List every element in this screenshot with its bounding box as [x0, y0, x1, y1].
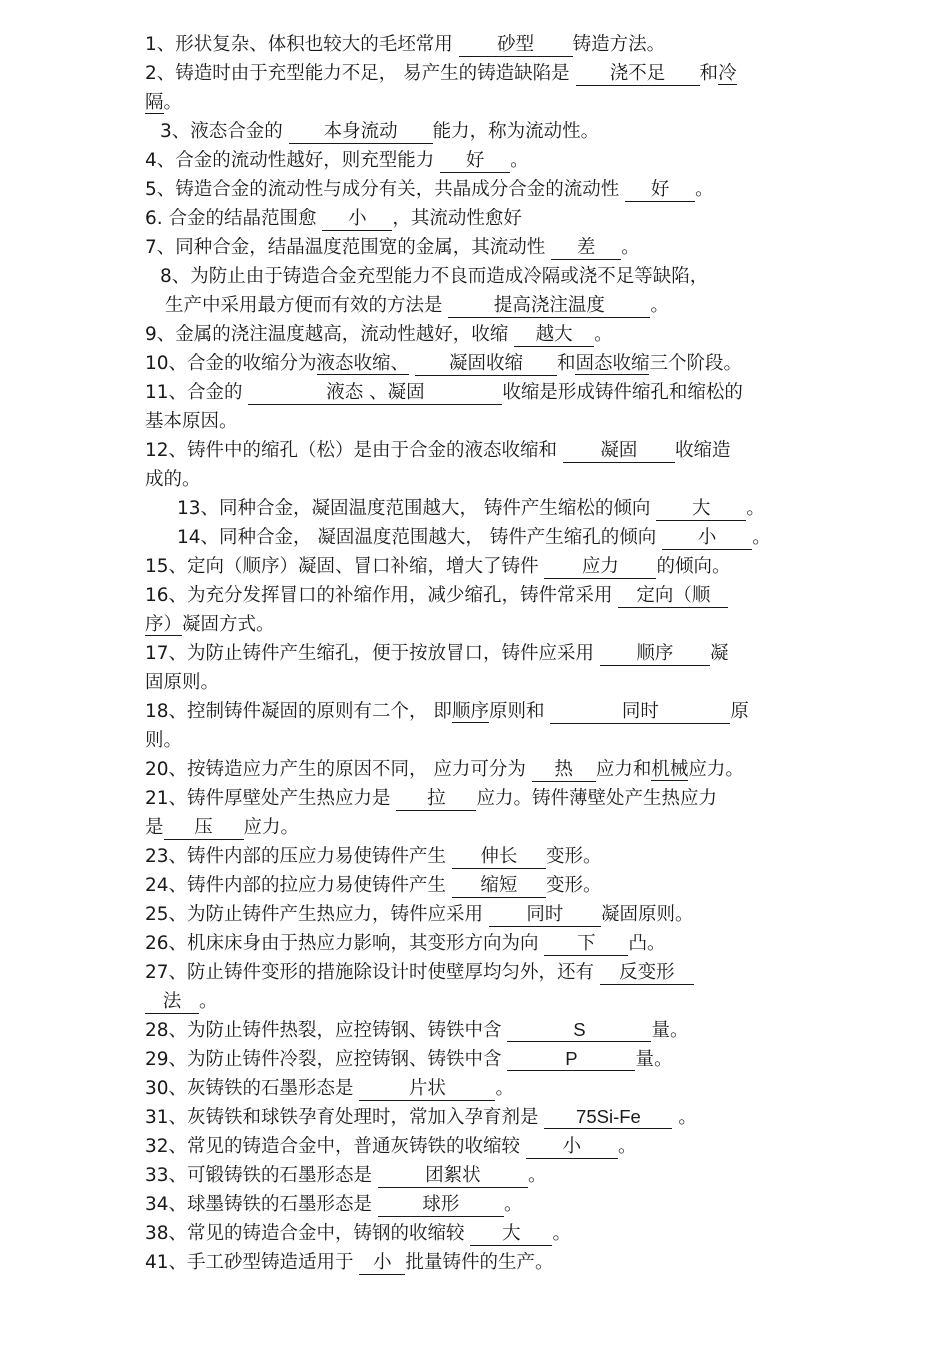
question-text: 8、为防止由于铸造合金充型能力不良而造成冷隔或浇不足等缺陷， — [160, 266, 709, 287]
document-page — [0, 30, 950, 1277]
question-text: ，其流动性愈好 — [392, 208, 522, 229]
question-line — [145, 1016, 810, 1045]
question-text: 收缩造 — [674, 440, 731, 461]
question-text: 34、球墨铸铁的石墨形态是 — [145, 1194, 378, 1215]
answer-blank: 大 — [470, 1223, 552, 1246]
question-text: 。 — [552, 1223, 571, 1244]
answer-blank: 缩短 — [452, 875, 546, 898]
question-text: 凝固方式。 — [182, 614, 275, 635]
question-line — [165, 291, 830, 320]
question-line-continued — [145, 668, 810, 697]
answer-blank: 提高浇注温度 — [448, 295, 650, 318]
answer-blank: 顺序 — [600, 643, 710, 666]
answer-blank: 越大 — [514, 324, 594, 347]
question-line — [145, 320, 810, 349]
question-line — [145, 871, 810, 900]
question-line-continued — [145, 610, 810, 639]
answer-blank: 砂型 — [459, 34, 573, 57]
question-text: 29、为防止铸件冷裂，应控铸钢、铸铁中含 — [145, 1049, 508, 1070]
question-text: 7、同种合金，结晶温度范围宽的金属，其流动性 — [145, 237, 552, 258]
answer-blank: 大 — [656, 498, 746, 521]
question-text: 量。 — [635, 1049, 673, 1070]
question-text: 。 — [594, 324, 613, 345]
question-line — [145, 552, 810, 581]
question-text: 9、金属的浇注温度越高，流动性越好，收缩 — [145, 324, 515, 345]
answer-blank: 凝固 — [563, 440, 675, 463]
question-text: 20、按铸造应力产生的原因不同， 应力可分为 — [145, 759, 532, 780]
question-text: 17、为防止铸件产生缩孔，便于按放冒口，铸件应采用 — [145, 643, 600, 664]
question-text: 。 — [495, 1078, 514, 1099]
answer-blank: 小 — [662, 527, 752, 550]
answer-blank: 好 — [440, 150, 510, 173]
question-text: 变形。 — [545, 875, 602, 896]
question-text: 12、铸件中的缩孔（松）是由于合金的液态收缩和 — [145, 440, 563, 461]
question-line — [160, 262, 825, 291]
question-text: 应力和 — [595, 759, 652, 780]
answer-blank: 液态 、凝固 — [248, 382, 502, 405]
question-text: 。 — [199, 991, 218, 1012]
question-text: 11、合金的 — [145, 382, 249, 403]
question-text: 。 — [621, 237, 640, 258]
question-line-continued — [145, 465, 810, 494]
question-text: 固原则。 — [145, 672, 220, 693]
question-line — [145, 1132, 810, 1161]
question-line — [145, 1248, 810, 1277]
answer-blank: 差 — [551, 237, 621, 260]
underlined-answer: 机械 — [651, 759, 689, 780]
question-line-continued — [145, 407, 810, 436]
question-text: 10、合金的收缩分为 — [145, 353, 317, 374]
question-text: 生产中采用最方便而有效的方法是 — [165, 295, 449, 316]
question-line — [177, 494, 842, 523]
question-line — [145, 581, 810, 610]
answer-blank: 压 — [164, 817, 244, 840]
question-line — [145, 30, 810, 59]
question-text: 原 — [730, 701, 749, 722]
question-line — [145, 784, 810, 813]
question-text: 。 — [510, 150, 529, 171]
answer-blank: 凝固收缩 — [415, 353, 557, 376]
question-text: 3、液态合金的 — [160, 121, 289, 142]
question-text: 。 — [617, 1136, 637, 1157]
question-line — [145, 755, 810, 784]
question-line — [145, 697, 810, 726]
question-text: 基本原因。 — [145, 411, 238, 432]
question-line — [145, 900, 810, 929]
question-line — [145, 639, 810, 668]
question-text: 。 — [672, 1107, 697, 1128]
question-text: 4、合金的流动性越好，则充型能力 — [145, 150, 441, 171]
question-text: 32、常见的铸造合金中，普通灰铸铁的收缩较 — [145, 1136, 526, 1157]
question-line — [145, 204, 810, 233]
question-text: 24、铸件内部的拉应力易使铸件产生 — [145, 875, 452, 896]
question-text: 14、同种合金， 凝固温度范围越大， 铸件产生缩孔的倾向 — [177, 527, 663, 548]
question-line-continued — [145, 987, 810, 1016]
question-line-continued — [145, 726, 810, 755]
answer-blank: 热 — [532, 759, 596, 782]
answer-blank: 浇不足 — [576, 63, 700, 86]
answer-blank: 75Si-Fe — [544, 1106, 672, 1129]
answer-blank: S — [507, 1019, 651, 1042]
question-line — [145, 233, 810, 262]
answer-blank: 应力 — [544, 556, 656, 579]
question-text: 13、同种合金，凝固温度范围越大， 铸件产生缩松的倾向 — [177, 498, 657, 519]
question-line — [145, 378, 810, 407]
question-line — [145, 958, 810, 987]
question-text: 是 — [145, 817, 164, 838]
question-text: 批量铸件的生产。 — [405, 1252, 554, 1273]
question-text: 23、铸件内部的压应力易使铸件产生 — [145, 846, 452, 867]
question-line — [145, 1103, 810, 1132]
answer-blank: 拉 — [396, 788, 476, 811]
question-text: 。 — [746, 498, 765, 519]
question-line — [145, 436, 810, 465]
question-text: 和 — [556, 353, 576, 374]
question-text: 33、可锻铸铁的石墨形态是 — [145, 1165, 378, 1186]
underlined-answer: 冷 — [718, 63, 737, 84]
underlined-answer: 序） — [145, 614, 183, 635]
answer-blank: 小 — [322, 208, 392, 231]
question-text: 三个阶段。 — [649, 353, 742, 374]
answer-blank: 球形 — [378, 1194, 504, 1217]
question-text: 25、为防止铸件产生热应力，铸件应采用 — [145, 904, 489, 925]
question-text: 26、机床床身由于热应力影响，其变形方向为向 — [145, 933, 545, 954]
question-text: 30、灰铸铁的石墨形态是 — [145, 1078, 360, 1099]
question-line-continued — [145, 813, 810, 842]
question-text: 收缩是形成铸件缩孔和缩松的 — [502, 382, 743, 403]
answer-blank: 小 — [526, 1136, 618, 1159]
question-text: 凝固原则。 — [600, 904, 694, 925]
question-text: 能力，称为流动性。 — [432, 121, 600, 142]
question-line — [145, 1045, 810, 1074]
question-line — [145, 175, 810, 204]
question-text: 38、常见的铸造合金中，铸钢的收缩较 — [145, 1223, 471, 1244]
question-line — [160, 117, 825, 146]
question-text: 应力。铸件薄壁处产生热应力 — [476, 788, 717, 809]
question-text: 21、铸件厚壁处产生热应力是 — [145, 788, 397, 809]
question-text: 应力。 — [688, 759, 744, 780]
question-text: 应力。 — [243, 817, 300, 838]
question-line — [145, 842, 810, 871]
underlined-answer: 液态收缩、 — [316, 353, 410, 374]
question-text: 18、控制铸件凝固的原则有二个， 即 — [145, 701, 452, 722]
answer-blank: 好 — [625, 179, 695, 202]
question-line-continued — [145, 88, 810, 117]
question-text: 28、为防止铸件热裂，应控铸钢、铸铁中含 — [145, 1020, 508, 1041]
underlined-answer: 固态收缩 — [575, 353, 650, 374]
answer-blank: 伸长 — [452, 846, 546, 869]
answer-blank: 法 — [145, 991, 199, 1014]
question-text: 31、灰铸铁和球铁孕育处理时，常加入孕育剂是 — [145, 1107, 545, 1128]
question-line — [145, 929, 810, 958]
underlined-answer: 顺序 — [451, 701, 489, 722]
underlined-answer: 隔 — [145, 92, 164, 113]
question-line — [145, 146, 810, 175]
question-line — [145, 349, 810, 378]
question-text: 。 — [163, 92, 183, 113]
question-line — [177, 523, 842, 552]
question-text: 凸。 — [628, 933, 666, 954]
answer-blank: P — [507, 1048, 635, 1071]
question-text: 原则和 — [488, 701, 551, 722]
question-text: 1、形状复杂、体积也较大的毛坯常用 — [145, 34, 459, 55]
question-text: 。 — [527, 1165, 547, 1186]
question-text: 。 — [695, 179, 714, 200]
question-text: 成的。 — [145, 469, 201, 490]
question-text: 变形。 — [545, 846, 602, 867]
answer-blank: 同时 — [550, 701, 730, 724]
question-text: 15、定向（顺序）凝固、冒口补缩，增大了铸件 — [145, 556, 545, 577]
question-text: 2、铸造时由于充型能力不足， 易产生的铸造缺陷是 — [145, 63, 576, 84]
question-text: 。 — [650, 295, 669, 316]
answer-blank: 小 — [359, 1252, 405, 1275]
question-line — [145, 1161, 810, 1190]
answer-blank: 下 — [544, 933, 628, 956]
question-text: 和 — [699, 63, 719, 84]
question-line — [145, 1074, 810, 1103]
question-text: 则。 — [145, 730, 183, 751]
answer-blank: 同时 — [489, 904, 601, 927]
question-line — [145, 1219, 810, 1248]
answer-blank: 反变形 — [600, 962, 694, 985]
question-text: 6. 合金的结晶范围愈 — [145, 208, 323, 229]
question-text: 。 — [752, 527, 771, 548]
answer-blank: 定向（顺 — [618, 585, 728, 608]
answer-blank: 本身流动 — [289, 121, 433, 144]
question-text: 铸造方法。 — [572, 34, 666, 55]
question-text: 27、防止铸件变形的措施除设计时使壁厚均匀外，还有 — [145, 962, 600, 983]
question-text: 凝 — [709, 643, 729, 664]
answer-blank: 片状 — [359, 1078, 495, 1101]
question-text: 。 — [503, 1194, 523, 1215]
question-text: 5、铸造合金的流动性与成分有关，共晶成分合金的流动性 — [145, 179, 626, 200]
answer-blank: 团絮状 — [378, 1165, 528, 1188]
question-text: 的倾向。 — [656, 556, 731, 577]
question-line — [145, 59, 810, 88]
question-text: 41、手工砂型铸造适用于 — [145, 1252, 360, 1273]
question-text: 16、为充分发挥冒口的补缩作用，减少缩孔，铸件常采用 — [145, 585, 619, 606]
question-line — [145, 1190, 810, 1219]
question-text: 量。 — [651, 1020, 689, 1041]
